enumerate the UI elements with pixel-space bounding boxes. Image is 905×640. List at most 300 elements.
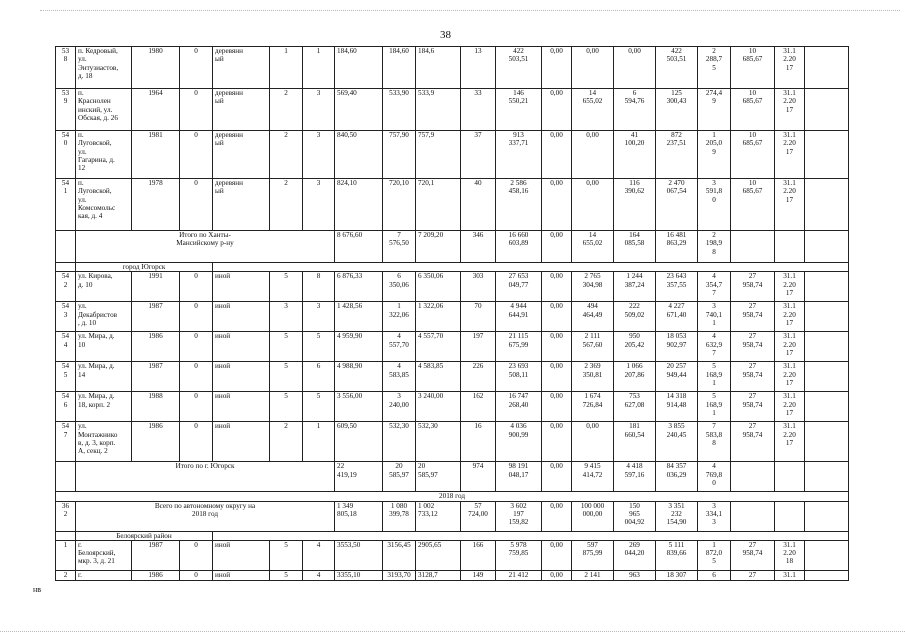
c12-cell: 0,00 bbox=[542, 422, 572, 462]
floors-cell: 5 bbox=[270, 392, 303, 422]
row-number-cell: 1 bbox=[56, 540, 76, 570]
c16-cell: 2 198,9 8 bbox=[698, 231, 731, 263]
table-cell: 0 bbox=[180, 89, 213, 131]
wall-material-cell: иной bbox=[213, 540, 270, 570]
c17-cell: 27 bbox=[731, 570, 775, 580]
c12-cell: 0,00 bbox=[542, 570, 572, 580]
section-heading: город Югорск bbox=[76, 263, 213, 272]
a3-cell: 757,9 bbox=[416, 131, 461, 179]
year-cell: 1986 bbox=[132, 422, 180, 462]
c14-cell: 963 bbox=[614, 570, 656, 580]
empty-cell bbox=[805, 540, 849, 570]
c12-cell: 0,00 bbox=[542, 131, 572, 179]
wall-material-cell: иной bbox=[213, 302, 270, 332]
table-row-data bbox=[56, 540, 849, 570]
c14-cell: 181 660,54 bbox=[614, 422, 656, 462]
c17-cell bbox=[731, 501, 775, 531]
c17-cell: 27 958,74 bbox=[731, 540, 775, 570]
c12-cell: 0,00 bbox=[542, 231, 572, 263]
c10-cell: 57 724,00 bbox=[461, 501, 496, 531]
a2-cell: 3 240,00 bbox=[383, 392, 416, 422]
year-cell: 1987 bbox=[132, 362, 180, 392]
floors-cell: 2 bbox=[270, 89, 303, 131]
wall-material-cell: деревянн ый bbox=[213, 89, 270, 131]
table-row-section bbox=[56, 531, 849, 540]
row-number-cell: 54 3 bbox=[56, 302, 76, 332]
cost-cell: 913 337,71 bbox=[496, 131, 542, 179]
cost-cell: 21 412 bbox=[496, 570, 542, 580]
floors-cell: 5 bbox=[270, 362, 303, 392]
year-cell: 1987 bbox=[132, 302, 180, 332]
row-number-cell: 53 8 bbox=[56, 47, 76, 89]
floors-cell: 5 bbox=[270, 540, 303, 570]
entrances-cell: 1 bbox=[303, 47, 335, 89]
empty-cell bbox=[805, 89, 849, 131]
a3-cell: 3 240,00 bbox=[416, 392, 461, 422]
a3-cell: 184,6 bbox=[416, 47, 461, 89]
table-row-data bbox=[56, 47, 849, 89]
address-cell: г. bbox=[76, 570, 132, 580]
table-row-data bbox=[56, 179, 849, 231]
c16-cell: 7 583,8 8 bbox=[698, 422, 731, 462]
table-row-section bbox=[56, 263, 849, 272]
cost-cell: 16 660 603,89 bbox=[496, 231, 542, 263]
wall-material-cell: иной bbox=[213, 570, 270, 580]
entrances-cell: 3 bbox=[303, 179, 335, 231]
c14-cell: 150 965 004,92 bbox=[614, 501, 656, 531]
c12-cell: 0,00 bbox=[542, 302, 572, 332]
c16-cell: 5 168,9 1 bbox=[698, 392, 731, 422]
table-row-data bbox=[56, 272, 849, 302]
a3-cell: 1 322,06 bbox=[416, 302, 461, 332]
c15-cell: 16 481 863,29 bbox=[656, 231, 698, 263]
c15-cell: 14 318 914,48 bbox=[656, 392, 698, 422]
c13-cell: 597 875,99 bbox=[572, 540, 614, 570]
c15-cell: 4 227 671,40 bbox=[656, 302, 698, 332]
floors-cell: 5 bbox=[270, 570, 303, 580]
c10-cell: 33 bbox=[461, 89, 496, 131]
table-cell: 0 bbox=[180, 392, 213, 422]
a1-cell: 840,50 bbox=[335, 131, 383, 179]
entrances-cell: 5 bbox=[303, 392, 335, 422]
a2-cell: 757,90 bbox=[383, 131, 416, 179]
c17-cell: 27 958,74 bbox=[731, 332, 775, 362]
table-cell: 0 bbox=[180, 302, 213, 332]
c12-cell: 0,00 bbox=[542, 272, 572, 302]
c10-cell: 346 bbox=[461, 231, 496, 263]
a2-cell: 3156,45 bbox=[383, 540, 416, 570]
c15-cell: 18 307 bbox=[656, 570, 698, 580]
c13-cell: 0,00 bbox=[572, 179, 614, 231]
address-cell: п. Луговской, ул. Комсомольс кая, д. 4 bbox=[76, 179, 132, 231]
c12-cell: 0,00 bbox=[542, 332, 572, 362]
year-cell: 1986 bbox=[132, 332, 180, 362]
c12-cell: 0,00 bbox=[542, 47, 572, 89]
empty-cell bbox=[805, 501, 849, 531]
floors-cell: 2 bbox=[270, 422, 303, 462]
c12-cell: 0,00 bbox=[542, 179, 572, 231]
c16-cell: 3 740,1 1 bbox=[698, 302, 731, 332]
empty-cell bbox=[56, 263, 76, 272]
c15-cell: 20 257 949,44 bbox=[656, 362, 698, 392]
c16-cell: 4 769,8 0 bbox=[698, 462, 731, 492]
year-cell: 1986 bbox=[132, 570, 180, 580]
c14-cell: 0,00 bbox=[614, 47, 656, 89]
a1-cell: 3553,50 bbox=[335, 540, 383, 570]
address-cell: ул. Монтажнико в, д. 3, корп. А, секц. 2 bbox=[76, 422, 132, 462]
table-row-data bbox=[56, 392, 849, 422]
c13-cell: 2 369 350,81 bbox=[572, 362, 614, 392]
c17-cell: 27 958,74 bbox=[731, 392, 775, 422]
c14-cell: 116 390,62 bbox=[614, 179, 656, 231]
c17-cell: 10 685,67 bbox=[731, 131, 775, 179]
a3-cell: 2905,65 bbox=[416, 540, 461, 570]
wall-material-cell: деревянн ый bbox=[213, 47, 270, 89]
c18-cell: 31.1 2.20 18 bbox=[775, 540, 805, 570]
empty-cell bbox=[805, 570, 849, 580]
a2-cell: 720,10 bbox=[383, 179, 416, 231]
c13-cell: 9 415 414,72 bbox=[572, 462, 614, 492]
a2-cell: 6 350,06 bbox=[383, 272, 416, 302]
row-number-cell: 53 9 bbox=[56, 89, 76, 131]
empty-cell bbox=[805, 362, 849, 392]
year-cell: 1988 bbox=[132, 392, 180, 422]
floors-cell: 1 bbox=[270, 47, 303, 89]
floors-cell: 2 bbox=[270, 131, 303, 179]
c14-cell: 269 044,20 bbox=[614, 540, 656, 570]
table-cell: 0 bbox=[180, 570, 213, 580]
c14-cell: 222 509,02 bbox=[614, 302, 656, 332]
a2-cell: 4 557,70 bbox=[383, 332, 416, 362]
scan-top-edge bbox=[40, 10, 900, 12]
c17-cell: 10 685,67 bbox=[731, 89, 775, 131]
c16-cell: 1 872,0 5 bbox=[698, 540, 731, 570]
entrances-cell: 6 bbox=[303, 362, 335, 392]
c16-cell: 6 bbox=[698, 570, 731, 580]
empty-cell bbox=[56, 231, 76, 263]
cost-cell: 5 978 759,85 bbox=[496, 540, 542, 570]
c14-cell: 753 627,08 bbox=[614, 392, 656, 422]
c16-cell: 3 591,8 0 bbox=[698, 179, 731, 231]
c10-cell: 162 bbox=[461, 392, 496, 422]
a3-cell: 7 209,20 bbox=[416, 231, 461, 263]
year-cell: 1991 bbox=[132, 272, 180, 302]
c14-cell: 6 594,76 bbox=[614, 89, 656, 131]
table-cell: 0 bbox=[180, 272, 213, 302]
c13-cell: 0,00 bbox=[572, 131, 614, 179]
year-cell: 1980 bbox=[132, 47, 180, 89]
c13-cell: 14 655,02 bbox=[572, 231, 614, 263]
address-cell: ул. Мира, д. 10 bbox=[76, 332, 132, 362]
cost-cell: 4 944 644,91 bbox=[496, 302, 542, 332]
table-row-data bbox=[56, 89, 849, 131]
row-number-cell: 54 5 bbox=[56, 362, 76, 392]
address-cell: ул. Мира, д. 14 bbox=[76, 362, 132, 392]
c12-cell: 0,00 bbox=[542, 540, 572, 570]
entrances-cell: 1 bbox=[303, 422, 335, 462]
c18-cell: 31.1 2.20 17 bbox=[775, 392, 805, 422]
a1-cell: 184,60 bbox=[335, 47, 383, 89]
c14-cell: 41 100,20 bbox=[614, 131, 656, 179]
row-number-cell: 54 4 bbox=[56, 332, 76, 362]
entrances-cell: 5 bbox=[303, 332, 335, 362]
empty-cell bbox=[805, 231, 849, 263]
c10-cell: 37 bbox=[461, 131, 496, 179]
c15-cell: 2 470 067,54 bbox=[656, 179, 698, 231]
c16-cell: 4 354,7 7 bbox=[698, 272, 731, 302]
c10-cell: 197 bbox=[461, 332, 496, 362]
c16-cell: 1 205,0 9 bbox=[698, 131, 731, 179]
year-cell: 1978 bbox=[132, 179, 180, 231]
c16-cell: 4 632,9 7 bbox=[698, 332, 731, 362]
a1-cell: 824,10 bbox=[335, 179, 383, 231]
table-row-total bbox=[56, 462, 849, 492]
c16-cell: 2 288,7 5 bbox=[698, 47, 731, 89]
table-row-grand bbox=[56, 501, 849, 531]
table-row-data bbox=[56, 570, 849, 580]
empty-cell bbox=[805, 47, 849, 89]
empty-cell bbox=[805, 179, 849, 231]
c18-cell bbox=[775, 501, 805, 531]
table-row-data bbox=[56, 302, 849, 332]
wall-material-cell: иной bbox=[213, 272, 270, 302]
c18-cell: 31.1 2.20 17 bbox=[775, 272, 805, 302]
a1-cell: 4 959,90 bbox=[335, 332, 383, 362]
cost-cell: 3 602 197 159,82 bbox=[496, 501, 542, 531]
entrances-cell: 8 bbox=[303, 272, 335, 302]
c18-cell: 31.1 bbox=[775, 570, 805, 580]
c18-cell: 31.1 2.20 17 bbox=[775, 302, 805, 332]
c16-cell: 274,4 9 bbox=[698, 89, 731, 131]
address-cell: г. Белоярский, мкр. 3, д. 21 bbox=[76, 540, 132, 570]
c10-cell: 40 bbox=[461, 179, 496, 231]
entrances-cell: 3 bbox=[303, 302, 335, 332]
wall-material-cell: деревянн ый bbox=[213, 179, 270, 231]
entrances-cell: 3 bbox=[303, 131, 335, 179]
section-heading: Белоярский район bbox=[76, 531, 213, 540]
row-number-cell: 54 1 bbox=[56, 179, 76, 231]
floors-cell: 2 bbox=[270, 179, 303, 231]
a2-cell: 1 322,06 bbox=[383, 302, 416, 332]
c18-cell: 31.1 2.20 17 bbox=[775, 89, 805, 131]
cost-cell: 2 586 458,16 bbox=[496, 179, 542, 231]
a3-cell: 532,30 bbox=[416, 422, 461, 462]
year-heading: 2018 год bbox=[56, 492, 849, 501]
c13-cell: 2 111 567,60 bbox=[572, 332, 614, 362]
c14-cell: 4 418 597,16 bbox=[614, 462, 656, 492]
a3-cell: 4 583,85 bbox=[416, 362, 461, 392]
c17-cell: 10 685,67 bbox=[731, 47, 775, 89]
a3-cell: 3128,7 bbox=[416, 570, 461, 580]
c18-cell: 31.1 2.20 17 bbox=[775, 47, 805, 89]
a1-cell: 6 876,33 bbox=[335, 272, 383, 302]
row-number-cell: 36 2 bbox=[56, 501, 76, 531]
table-row-data bbox=[56, 131, 849, 179]
entrances-cell: 4 bbox=[303, 540, 335, 570]
row-number-cell: 54 7 bbox=[56, 422, 76, 462]
c18-cell bbox=[775, 231, 805, 263]
entrances-cell: 4 bbox=[303, 570, 335, 580]
row-number-cell: 54 2 bbox=[56, 272, 76, 302]
address-cell: ул. Кирова, д. 10 bbox=[76, 272, 132, 302]
c17-cell: 27 958,74 bbox=[731, 362, 775, 392]
table-row-data bbox=[56, 422, 849, 462]
page-number: 38 bbox=[440, 29, 451, 41]
c15-cell: 872 237,51 bbox=[656, 131, 698, 179]
table-cell: 0 bbox=[180, 47, 213, 89]
empty-cell bbox=[805, 131, 849, 179]
empty-cell bbox=[805, 302, 849, 332]
c16-cell: 5 168,9 1 bbox=[698, 362, 731, 392]
wall-material-cell: деревянн ый bbox=[213, 131, 270, 179]
empty-cell bbox=[805, 272, 849, 302]
c16-cell: 3 334,1 3 bbox=[698, 501, 731, 531]
c13-cell: 1 674 726,84 bbox=[572, 392, 614, 422]
wall-material-cell: иной bbox=[213, 362, 270, 392]
a1-cell: 4 988,90 bbox=[335, 362, 383, 392]
c17-cell bbox=[731, 231, 775, 263]
a2-cell: 20 585,97 bbox=[383, 462, 416, 492]
address-cell: п. Краснолен инский, ул. Обская, д. 26 bbox=[76, 89, 132, 131]
scan-bottom-edge bbox=[0, 631, 905, 633]
a3-cell: 1 002 733,12 bbox=[416, 501, 461, 531]
table-row-data bbox=[56, 332, 849, 362]
table-row-year bbox=[56, 492, 849, 501]
c18-cell: 31.1 2.20 17 bbox=[775, 422, 805, 462]
year-cell: 1964 bbox=[132, 89, 180, 131]
c13-cell: 2 141 bbox=[572, 570, 614, 580]
a2-cell: 533,90 bbox=[383, 89, 416, 131]
a2-cell: 184,60 bbox=[383, 47, 416, 89]
c18-cell: 31.1 2.20 17 bbox=[775, 332, 805, 362]
entrances-cell: 3 bbox=[303, 89, 335, 131]
c17-cell: 27 958,74 bbox=[731, 422, 775, 462]
table-cell: 0 bbox=[180, 540, 213, 570]
a3-cell: 720,1 bbox=[416, 179, 461, 231]
a1-cell: 1 428,56 bbox=[335, 302, 383, 332]
a2-cell: 3193,70 bbox=[383, 570, 416, 580]
a3-cell: 4 557,70 bbox=[416, 332, 461, 362]
table-row-total bbox=[56, 231, 849, 263]
c17-cell: 27 958,74 bbox=[731, 272, 775, 302]
empty-cell bbox=[805, 422, 849, 462]
subtotal-label: Итого по г. Югорск bbox=[76, 462, 335, 492]
c13-cell: 2 765 304,98 bbox=[572, 272, 614, 302]
c15-cell: 3 855 240,45 bbox=[656, 422, 698, 462]
c12-cell: 0,00 bbox=[542, 501, 572, 531]
c15-cell: 84 357 036,29 bbox=[656, 462, 698, 492]
year-cell: 1981 bbox=[132, 131, 180, 179]
floors-cell: 3 bbox=[270, 302, 303, 332]
c13-cell: 100 000 000,00 bbox=[572, 501, 614, 531]
floors-cell: 5 bbox=[270, 272, 303, 302]
c15-cell: 18 053 902,97 bbox=[656, 332, 698, 362]
floors-cell: 5 bbox=[270, 332, 303, 362]
c13-cell: 494 464,49 bbox=[572, 302, 614, 332]
c10-cell: 16 bbox=[461, 422, 496, 462]
c12-cell: 0,00 bbox=[542, 362, 572, 392]
c10-cell: 226 bbox=[461, 362, 496, 392]
c13-cell: 0,00 bbox=[572, 422, 614, 462]
a3-cell: 20 585,97 bbox=[416, 462, 461, 492]
grand-total-label: Всего по автономному округу на 2018 год bbox=[76, 501, 335, 531]
cost-cell: 21 115 675,99 bbox=[496, 332, 542, 362]
a1-cell: 3 556,00 bbox=[335, 392, 383, 422]
c10-cell: 974 bbox=[461, 462, 496, 492]
c14-cell: 1 066 207,86 bbox=[614, 362, 656, 392]
c10-cell: 149 bbox=[461, 570, 496, 580]
cost-cell: 27 653 049,77 bbox=[496, 272, 542, 302]
address-cell: п. Кедровый, ул. Энтузиастов, д. 18 bbox=[76, 47, 132, 89]
c15-cell: 5 111 839,66 bbox=[656, 540, 698, 570]
c13-cell: 14 655,02 bbox=[572, 89, 614, 131]
cost-cell: 422 503,51 bbox=[496, 47, 542, 89]
empty-cell bbox=[805, 462, 849, 492]
c14-cell: 1 244 387,24 bbox=[614, 272, 656, 302]
c10-cell: 166 bbox=[461, 540, 496, 570]
a1-cell: 3355,10 bbox=[335, 570, 383, 580]
cost-cell: 16 747 268,40 bbox=[496, 392, 542, 422]
table-cell: 0 bbox=[180, 362, 213, 392]
a2-cell: 7 576,50 bbox=[383, 231, 416, 263]
empty-cell bbox=[805, 392, 849, 422]
c12-cell: 0,00 bbox=[542, 392, 572, 422]
a1-cell: 569,40 bbox=[335, 89, 383, 131]
empty-cell bbox=[213, 263, 849, 272]
wall-material-cell: иной bbox=[213, 392, 270, 422]
cost-cell: 146 550,21 bbox=[496, 89, 542, 131]
wall-material-cell: иной bbox=[213, 332, 270, 362]
address-cell: ул. Декабристов , д. 10 bbox=[76, 302, 132, 332]
c14-cell: 950 205,42 bbox=[614, 332, 656, 362]
a1-cell: 8 676,60 bbox=[335, 231, 383, 263]
a2-cell: 1 080 399,78 bbox=[383, 501, 416, 531]
table-row-data bbox=[56, 362, 849, 392]
c12-cell: 0,00 bbox=[542, 89, 572, 131]
a3-cell: 533,9 bbox=[416, 89, 461, 131]
empty-cell bbox=[56, 531, 76, 540]
address-cell: п. Луговской, ул. Гагарина, д. 12 bbox=[76, 131, 132, 179]
row-number-cell: 54 6 bbox=[56, 392, 76, 422]
row-number-cell: 2 bbox=[56, 570, 76, 580]
c18-cell bbox=[775, 462, 805, 492]
empty-cell bbox=[805, 332, 849, 362]
a1-cell: 22 419,19 bbox=[335, 462, 383, 492]
row-number-cell: 54 0 bbox=[56, 131, 76, 179]
cost-cell: 4 036 900,99 bbox=[496, 422, 542, 462]
year-cell: 1987 bbox=[132, 540, 180, 570]
c18-cell: 31.1 2.20 17 bbox=[775, 362, 805, 392]
empty-cell bbox=[56, 462, 76, 492]
c13-cell: 0,00 bbox=[572, 47, 614, 89]
c15-cell: 23 643 357,55 bbox=[656, 272, 698, 302]
footer-mark: нв bbox=[33, 585, 42, 594]
c15-cell: 125 300,43 bbox=[656, 89, 698, 131]
c14-cell: 164 085,58 bbox=[614, 231, 656, 263]
c17-cell: 27 958,74 bbox=[731, 302, 775, 332]
c15-cell: 3 351 232 154,90 bbox=[656, 501, 698, 531]
c10-cell: 70 bbox=[461, 302, 496, 332]
c17-cell bbox=[731, 462, 775, 492]
wall-material-cell: иной bbox=[213, 422, 270, 462]
c10-cell: 303 bbox=[461, 272, 496, 302]
c18-cell: 31.1 2.20 17 bbox=[775, 131, 805, 179]
c12-cell: 0,00 bbox=[542, 462, 572, 492]
table-cell: 0 bbox=[180, 332, 213, 362]
c15-cell: 422 503,51 bbox=[656, 47, 698, 89]
cost-cell: 98 191 048,17 bbox=[496, 462, 542, 492]
table-cell: 0 bbox=[180, 179, 213, 231]
